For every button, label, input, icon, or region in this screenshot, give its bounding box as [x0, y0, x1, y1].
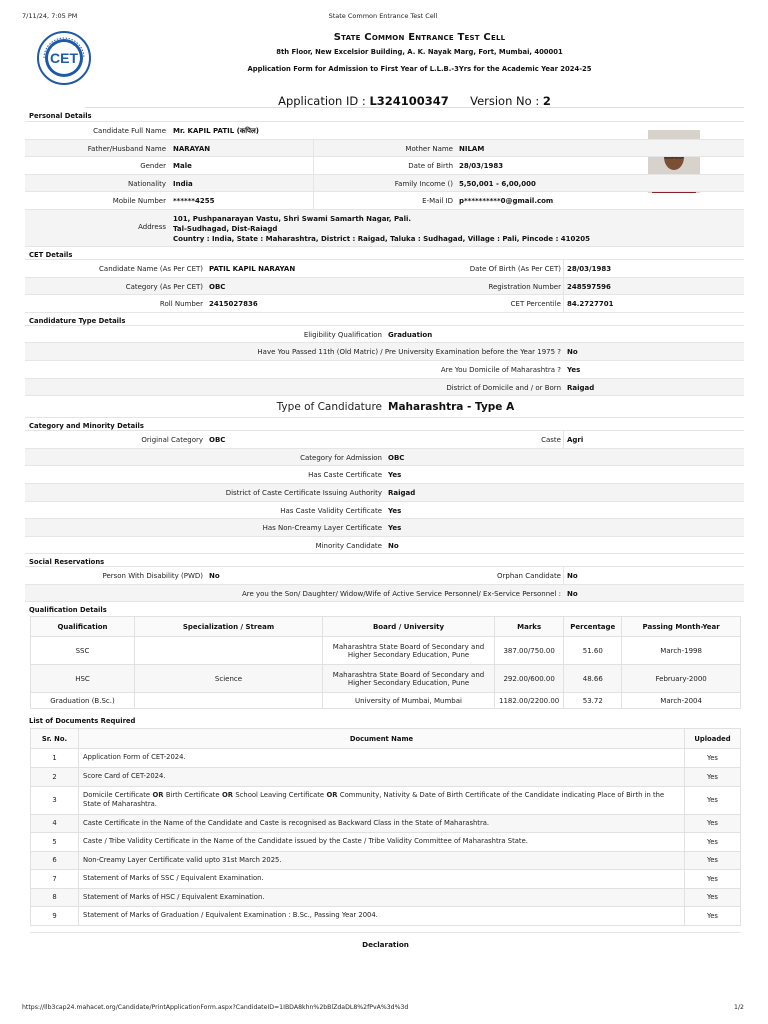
label-minority: Minority Candidate	[315, 541, 382, 550]
form-header	[25, 26, 744, 86]
cell: 387.00/750.00	[495, 637, 564, 665]
version-number: 2	[542, 94, 551, 108]
value-original-category: OBC	[209, 436, 226, 445]
doc-name: Caste Certificate in the Name of the Candidate and Caste is recognised as Backward Class in the State of Maharashtra.	[79, 814, 685, 833]
label-caste: Caste	[541, 436, 561, 445]
qual-header: Board / University	[323, 617, 495, 637]
row-candidature-type	[25, 395, 744, 417]
label-cet-dob: Date Of Birth (As Per CET)	[469, 264, 561, 273]
row-pwd-orphan	[25, 566, 744, 584]
doc-name: Statement of Marks of SSC / Equivalent Examination.	[79, 870, 685, 889]
table-row	[31, 870, 741, 889]
doc-uploaded: Yes	[685, 888, 741, 907]
address-line: Tal-Sudhagad, Dist-Raiagd	[173, 224, 278, 233]
value-validity: Yes	[388, 506, 402, 515]
label-admission-category: Category for Admission	[300, 453, 382, 462]
value-minority: No	[388, 541, 399, 550]
label-mother: Mother Name	[405, 144, 453, 153]
section-documents: List of Documents Required	[29, 717, 136, 726]
value-cert-district: Raigad	[388, 488, 416, 497]
label-service: Are you the Son/ Daughter/ Widow/Wife of Active Service Personnel/ Ex-Service Personnel :	[241, 589, 561, 598]
row-mobile-email	[25, 191, 744, 209]
qual-header: Marks	[495, 617, 564, 637]
label-income: Family Income ()	[394, 179, 453, 188]
doc-name: Domicile Certificate OR Birth Certificate OR School Leaving Certificate OR Community, Nativity & Date of Birth Certificate of the Candidate indicating Place of Birth in the State of Maharashtra.	[79, 786, 685, 814]
declaration-heading: Declaration	[30, 932, 741, 949]
value-nationality: India	[173, 179, 193, 188]
doc-name: Non-Creamy Layer Certificate valid upto 31st March 2025.	[79, 851, 685, 870]
row-nationality-income	[25, 174, 744, 192]
value-mother: NILAM	[459, 144, 485, 153]
label-candidature-type: Type of Candidature	[276, 401, 382, 414]
cell: HSC	[31, 665, 135, 693]
label-cet-category: Category (As Per CET)	[125, 282, 203, 291]
value-caste: Agri	[567, 436, 584, 445]
label-validity: Has Caste Validity Certificate	[280, 506, 382, 515]
row-minority	[25, 536, 744, 554]
value-full-name: Mr. KAPIL PATIL (कपिल)	[173, 127, 259, 135]
value-passed-11th: No	[567, 348, 578, 357]
doc-uploaded: Yes	[685, 870, 741, 889]
address-line: 101, Pushpanarayan Vastu, Shri Swami Samarth Nagar, Pali.	[173, 214, 412, 223]
header-title: State Common Entrance Test Cell	[333, 32, 506, 43]
value-cet-category: OBC	[209, 282, 226, 291]
header-text	[95, 32, 744, 73]
value-cet-roll: 2415027836	[209, 300, 258, 309]
doc-serial: 5	[31, 833, 79, 852]
doc-uploaded: Yes	[685, 786, 741, 814]
section-cet-details: CET Details	[25, 246, 744, 259]
doc-serial: 2	[31, 767, 79, 786]
value-email: p**********0@gmail.com	[459, 197, 554, 206]
doc-uploaded: Yes	[685, 814, 741, 833]
row-passed-11th	[25, 342, 744, 360]
table-row	[31, 888, 741, 907]
qual-header: Specialization / Stream	[135, 617, 323, 637]
label-cet-percentile: CET Percentile	[510, 300, 561, 309]
qual-header: Passing Month-Year	[622, 617, 741, 637]
header-address: 8th Floor, New Excelsior Building, A. K. Nayak Marg, Fort, Mumbai, 400001	[276, 48, 563, 56]
print-header	[22, 12, 744, 22]
table-row	[31, 786, 741, 814]
row-original-category	[25, 430, 744, 448]
cell	[135, 693, 323, 709]
cell: Maharashtra State Board of Secondary and Higher Secondary Education, Pune	[323, 637, 495, 665]
row-parents	[25, 139, 744, 157]
qual-header: Percentage	[564, 617, 622, 637]
row-validity	[25, 501, 744, 519]
label-domicile: Are You Domicile of Maharashtra ?	[440, 365, 561, 374]
doc-serial: 7	[31, 870, 79, 889]
value-cet-dob: 28/03/1983	[567, 264, 612, 273]
label-full-name: Candidate Full Name	[93, 127, 166, 135]
section-qualification: Qualification Details	[25, 601, 744, 614]
value-cet-name: PATIL KAPIL NARAYAN	[209, 264, 296, 273]
value-orphan: No	[567, 572, 578, 581]
print-doc-title: State Common Entrance Test Cell	[328, 12, 438, 20]
value-income: 5,50,001 - 6,00,000	[459, 179, 536, 188]
row-service	[25, 584, 744, 602]
label-orphan: Orphan Candidate	[496, 572, 561, 581]
value-cet-percentile: 84.2727701	[567, 300, 614, 309]
row-cet-roll-percentile	[25, 294, 744, 312]
label-dob: Date of Birth	[408, 162, 453, 171]
value-caste-cert: Yes	[388, 471, 402, 480]
row-domicile	[25, 360, 744, 378]
doc-name: Score Card of CET-2024.	[79, 767, 685, 786]
section-social: Social Reservations	[25, 553, 744, 566]
value-address	[173, 214, 590, 244]
cell	[135, 637, 323, 665]
label-father: Father/Husband Name	[87, 144, 166, 153]
doc-uploaded: Yes	[685, 749, 741, 768]
label-domicile-district: District of Domicile and / or Born	[446, 383, 561, 392]
table-row	[31, 637, 741, 665]
table-row	[31, 814, 741, 833]
label-mobile: Mobile Number	[112, 197, 166, 206]
cell: 53.72	[564, 693, 622, 709]
label-email: E-Mail ID	[422, 197, 453, 206]
print-page-number: 1/2	[734, 1004, 744, 1011]
label-nationality: Nationality	[127, 179, 166, 188]
cell: February-2000	[622, 665, 741, 693]
table-row	[31, 665, 741, 693]
label-cet-reg: Registration Number	[488, 282, 561, 291]
label-eligibility: Eligibility Qualification	[303, 330, 382, 339]
row-gender-dob	[25, 156, 744, 174]
cell: 48.66	[564, 665, 622, 693]
cell: March-2004	[622, 693, 741, 709]
cell: 51.60	[564, 637, 622, 665]
row-cert-district	[25, 483, 744, 501]
label-address: Address	[138, 222, 166, 231]
row-domicile-district	[25, 378, 744, 396]
value-domicile-district: Raigad	[567, 383, 595, 392]
row-admission-category	[25, 448, 744, 466]
doc-serial: 1	[31, 749, 79, 768]
version-label: Version No :	[470, 94, 540, 108]
section-category: Category and Minority Details	[25, 417, 744, 430]
label-cet-roll: Roll Number	[159, 300, 203, 309]
table-row	[31, 851, 741, 870]
doc-uploaded: Yes	[685, 907, 741, 926]
value-admission-category: OBC	[388, 453, 405, 462]
doc-serial: 9	[31, 907, 79, 926]
row-caste-cert	[25, 465, 744, 483]
cell: March-1998	[622, 637, 741, 665]
application-id-label: Application ID :	[278, 94, 366, 108]
logo-text: CET	[50, 50, 78, 66]
doc-header: Document Name	[79, 729, 685, 749]
row-eligibility	[25, 325, 744, 343]
cell: SSC	[31, 637, 135, 665]
label-pwd: Person With Disability (PWD)	[102, 572, 203, 581]
doc-name: Application Form of CET-2024.	[79, 749, 685, 768]
label-passed-11th: Have You Passed 11th (Old Matric) / Pre University Examination before the Year 1975 ?	[257, 348, 561, 357]
cell: Graduation (B.Sc.)	[31, 693, 135, 709]
table-row	[31, 907, 741, 926]
doc-serial: 4	[31, 814, 79, 833]
doc-serial: 8	[31, 888, 79, 907]
table-row	[31, 833, 741, 852]
value-candidature-type: Maharashtra - Type A	[388, 401, 515, 414]
doc-uploaded: Yes	[685, 767, 741, 786]
cell: University of Mumbai, Mumbai	[323, 693, 495, 709]
cell: Science	[135, 665, 323, 693]
value-pwd: No	[209, 572, 220, 581]
table-row	[31, 767, 741, 786]
value-noncreamy: Yes	[388, 524, 402, 533]
label-cert-district: District of Caste Certificate Issuing Authority	[225, 488, 382, 497]
application-id-line	[85, 86, 744, 108]
row-full-name	[25, 121, 744, 139]
section-personal-details: Personal Details	[29, 112, 92, 120]
doc-header: Uploaded	[685, 729, 741, 749]
value-dob: 28/03/1983	[459, 162, 504, 171]
cet-logo-icon	[36, 30, 92, 86]
value-service: No	[567, 589, 578, 598]
cell: Maharashtra State Board of Secondary and Higher Secondary Education, Pune	[323, 665, 495, 693]
print-datetime: 7/11/24, 7:05 PM	[22, 12, 78, 20]
value-cet-reg: 248597596	[567, 282, 611, 291]
label-gender: Gender	[140, 162, 166, 171]
value-mobile: ******4255	[173, 197, 215, 206]
label-noncreamy: Has Non-Creamy Layer Certificate	[262, 524, 382, 533]
row-cet-category-reg	[25, 277, 744, 295]
cell: 1182.00/2200.00	[495, 693, 564, 709]
doc-uploaded: Yes	[685, 851, 741, 870]
value-eligibility: Graduation	[388, 330, 433, 339]
doc-name: Statement of Marks of HSC / Equivalent Examination.	[79, 888, 685, 907]
doc-name: Caste / Tribe Validity Certificate in the Name of the Candidate issued by the Caste / Tribe Validity Committee of Maharashtra State.	[79, 833, 685, 852]
row-cet-name-dob	[25, 259, 744, 277]
doc-header: Sr. No.	[31, 729, 79, 749]
label-caste-cert: Has Caste Certificate	[308, 471, 382, 480]
header-application-line: Application Form for Admission to First Year of L.L.B.-3Yrs for the Academic Year 2024-25	[247, 65, 592, 73]
value-gender: Male	[173, 162, 192, 171]
cell: 292.00/600.00	[495, 665, 564, 693]
section-candidature: Candidature Type Details	[25, 312, 744, 325]
qual-header: Qualification	[31, 617, 135, 637]
print-url: https://llb3cap24.mahacet.org/Candidate/PrintApplicationForm.aspx?CandidateID=1IBDA8khn%2bBlZdaDL8%2fPvA%3d%3d	[22, 1004, 409, 1011]
application-form	[25, 26, 744, 949]
doc-uploaded: Yes	[685, 833, 741, 852]
address-line: Country : India, State : Maharashtra, District : Raigad, Taluka : Sudhagad, Village : Pali, Pincode : 410205	[173, 234, 591, 243]
value-domicile: Yes	[567, 365, 581, 374]
table-row	[31, 749, 741, 768]
label-cet-name: Candidate Name (As Per CET)	[99, 264, 203, 273]
value-father: NARAYAN	[173, 144, 211, 153]
doc-serial: 3	[31, 786, 79, 814]
doc-serial: 6	[31, 851, 79, 870]
doc-name: Statement of Marks of Graduation / Equivalent Examination : B.Sc., Passing Year 2004.	[79, 907, 685, 926]
table-row	[31, 693, 741, 709]
qualification-table	[30, 616, 741, 709]
row-address	[25, 209, 744, 246]
label-original-category: Original Category	[141, 436, 203, 445]
documents-table	[30, 728, 741, 925]
print-footer	[22, 1004, 744, 1011]
application-id: L324100347	[369, 94, 449, 108]
row-noncreamy	[25, 518, 744, 536]
